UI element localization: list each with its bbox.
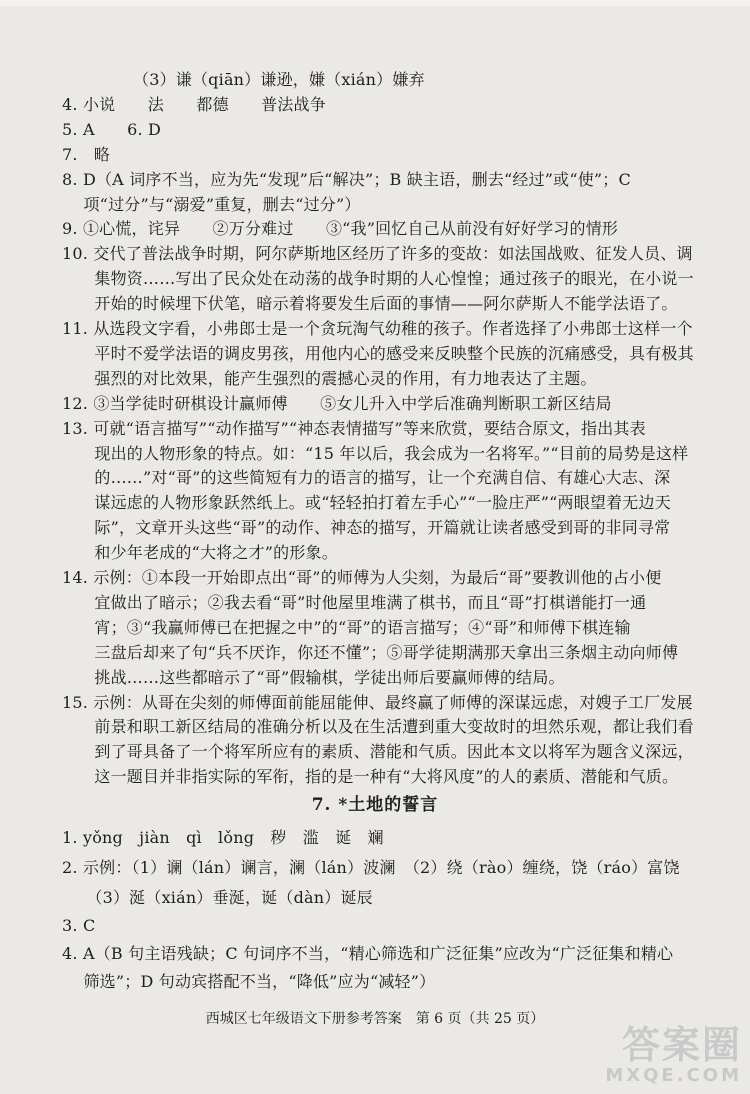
watermark-logo: [605, 1025, 742, 1086]
page-footer: 西城区七年级语文下册参考答案 第 6 页（共 25 页）: [205, 1011, 545, 1027]
answer-line: 4. 小说 法 都德 普法战争: [62, 94, 326, 114]
answer-line: 13. 可就“语言描写”“动作描写”“神态表情描写”等来欣赏，要结合原文，指出其表: [62, 418, 646, 438]
answer-line: 14. 示例：①本段一开始即点出“哥”的师傅为人尖刻，为最后“哥”要教训他的占小便: [62, 568, 662, 587]
answer-line: 集物资……写出了民众处在动荡的战争时期的人心惶惶；通过孩子的眼光，在小说一: [62, 269, 694, 289]
answer-line: 现出的人物形象的特点。如：“15 年以后，我会成为一名将军。”“目前的局势是这样: [62, 443, 689, 463]
answer-line: 项“过分”与“溺爱”重复，删去“过分”）: [62, 194, 361, 214]
answer-line: 5. A 6. D: [62, 119, 162, 139]
answer-line: （3）谦（qiān）谦逊，嫌（xián）嫌弃: [133, 70, 425, 89]
answer-line: 前景和职工新区结局的准确分析以及在生活遭到重大变故时的坦然乐观，都让我们看: [62, 717, 694, 737]
answer-line: 7. 略: [62, 144, 111, 164]
page-top-edge: [0, 0, 750, 6]
answer-line: 强烈的对比效果，能产生强烈的震撼心灵的作用，有力地表达了主题。: [62, 368, 597, 388]
watermark-big: 答案圈: [621, 1023, 742, 1067]
answer-line: 开始的时候埋下伏笔，暗示着将要发生后面的事情——阿尔萨斯人不能学法语了。: [62, 294, 678, 314]
watermark-small: MXQE.COM: [605, 1065, 742, 1086]
answer-line: 12. ③当学徒时研棋设计赢师傅 ⑤女儿升入中学后准确判断职工新区结局: [62, 393, 612, 413]
answer2-line: 1. yǒng jiàn qì lǒng 秽 滥 诞 斓: [62, 828, 384, 847]
answer-line: 这一题目并非指实际的军衔，指的是一种有“大将风度”的人的素质、潜能和气质。: [62, 767, 679, 787]
answer-line: 到了哥具备了一个将军所应有的素质、潜能和气质。因此本文以将军为题含义深远，: [62, 742, 694, 762]
answer2-line: 4. A（B 句主语残缺；C 句词序不当，“精心筛选和广泛征集”应改为“广泛征集和精心: [62, 944, 674, 963]
section-title: 7. *土地的誓言: [311, 795, 439, 815]
answer-line: 10. 交代了普法战争时期，阿尔萨斯地区经历了许多的变故：如法国战败、征发人员、调: [62, 244, 693, 264]
answer-line: 挑战……这些都暗示了“哥”假输棋，学徒出师后要赢师傅的结局。: [62, 667, 565, 687]
answer-line: 和少年老成的“大将之才”的形象。: [62, 543, 338, 563]
answer-line: 谋远虑的人物形象跃然纸上。或“轻轻拍打着左手心”“一脸庄严”“两眼望着无边天: [62, 493, 671, 513]
answer-line: 际”，文章开头这些“哥”的动作、神态的描写，开篇就让读者感受到哥的非同寻常: [62, 518, 671, 538]
answer2-line: 筛选”；D 句动宾搭配不当，“降低”应为“减轻”）: [62, 972, 436, 991]
answer-line: 宜做出了暗示；②我去看“哥”时他屋里堆满了棋书，而且“哥”打棋谱能打一通: [62, 592, 647, 612]
answer-line: 8. D（A 词序不当，应为先“发现”后“解决”；B 缺主语，删去“经过”或“使”；C: [62, 169, 631, 189]
answer-line: 平时不爱学法语的调皮男孩，用他内心的感受来反映整个民族的沉痛感受，具有极其: [62, 343, 694, 363]
answer2-line: （3）涎（xián）垂涎，诞（dàn）诞辰: [62, 888, 373, 907]
answer2-line: 2. 示例：（1）谰（lán）谰言，澜（lán）波澜 （2）绕（rào）缠绕，饶（ráo）富饶: [62, 858, 680, 877]
answer-line: 宵；③“我赢师傅已在把握之中”的“哥”的语言描写；④“哥”和师傅下棋连输: [62, 617, 631, 637]
answer-line: 9. ①心慌，诧异 ②万分难过 ③“我”回忆自己从前没有好好学习的情形: [62, 219, 619, 239]
answer-line: 的……”对“哥”的这些简短有力的语言的描写，让一个充满自信、有雄心大志、深: [62, 468, 671, 488]
answer-line: 15. 示例：从哥在尖刻的师傅面前能屈能伸、最终赢了师傅的深谋远虑，对嫂子工厂发展: [62, 692, 693, 712]
answer-line: 11. 从选段文字看，小弗郎士是一个贪玩淘气幼稚的孩子。作者选择了小弗郎士这样一个: [62, 319, 693, 338]
answer-line: 三盘后却来了句“兵不厌诈，你还不懂”；⑤哥学徒期满那天拿出三条烟主动向师傅: [62, 642, 679, 662]
answer2-line: 3. C: [62, 916, 96, 935]
